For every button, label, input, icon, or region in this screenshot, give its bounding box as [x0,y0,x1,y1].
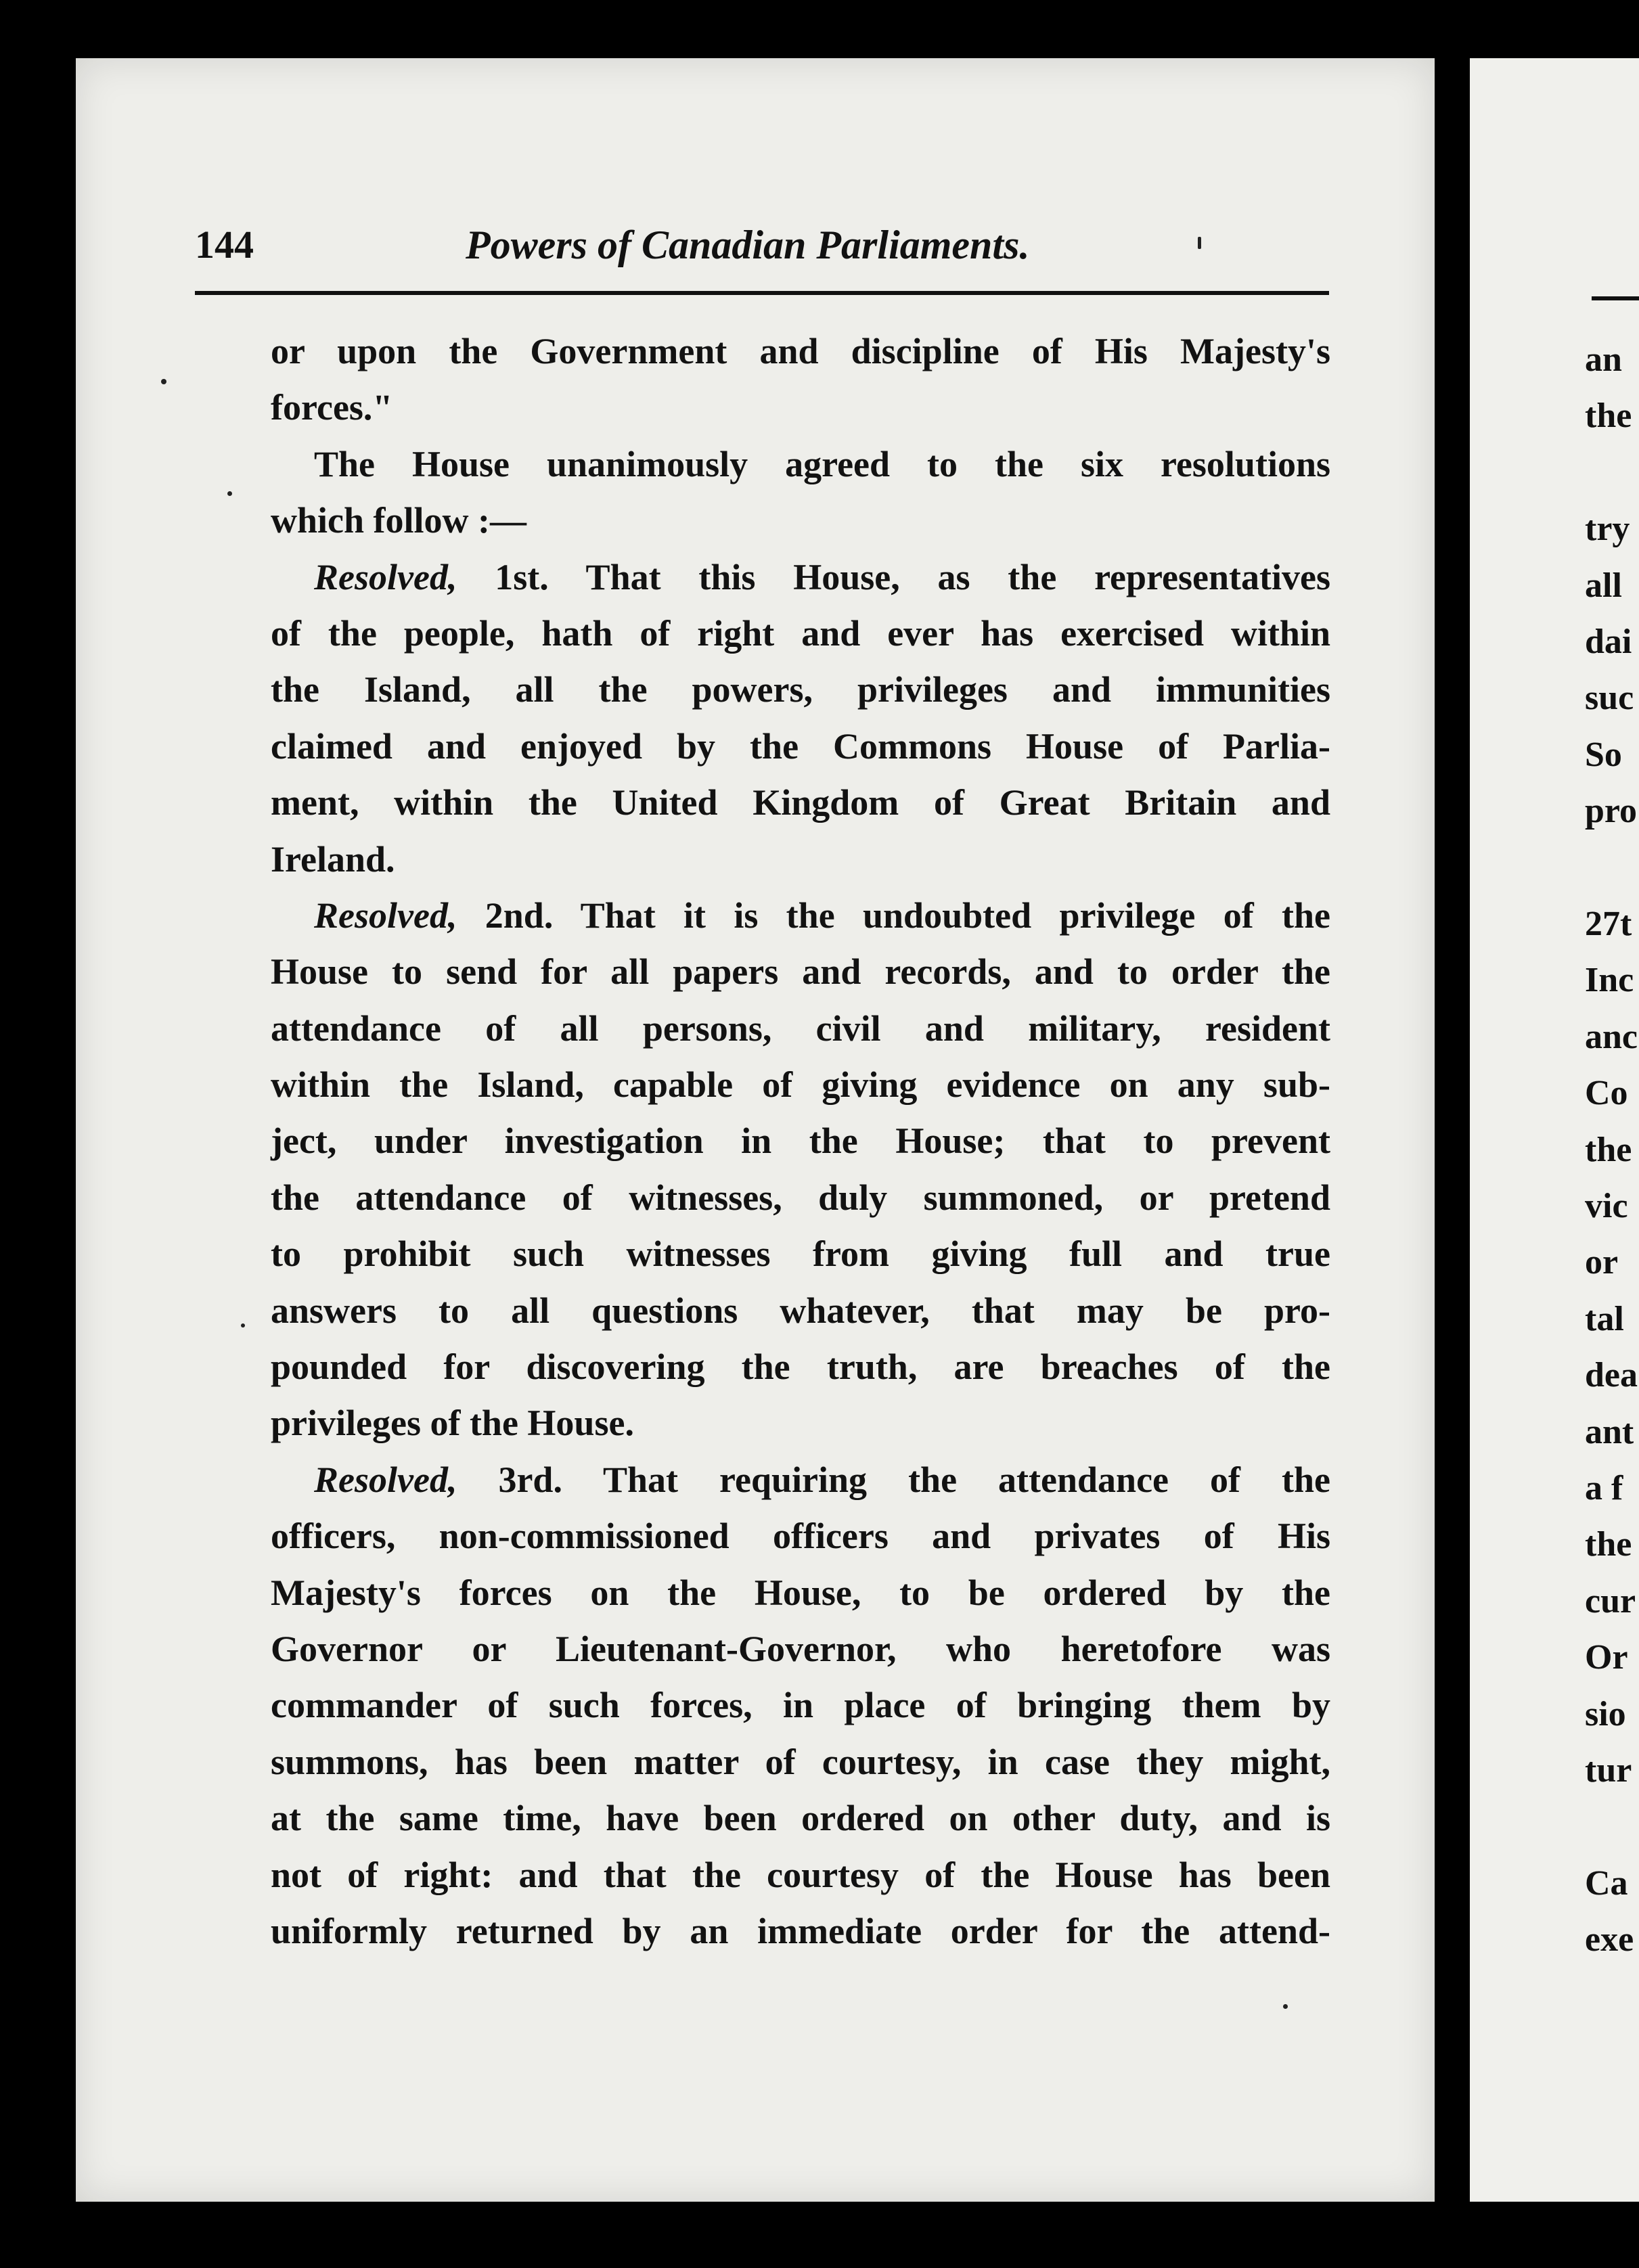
scan-speck [1283,2004,1288,2009]
adjacent-page-fragment: anc [1585,1017,1638,1056]
text-line: The House unanimously agreed to the six resolutions [314,443,1330,484]
adjacent-page-fragment: sio [1585,1694,1626,1733]
adjacent-page [1470,58,1639,2202]
resolved-label: Resolved, [314,1459,457,1500]
text-line: the attendance of witnesses, duly summoned, or pretend [271,1177,1330,1218]
adjacent-page-fragment: Or [1585,1638,1628,1677]
text-line: House to send for all papers and records, and to order the [271,951,1330,993]
text-line: the Island, all the powers, privileges and immunities [271,669,1330,710]
text-line: attendance of all persons, civil and military, resident [271,1007,1330,1049]
adjacent-page-fragment: the [1585,1130,1632,1169]
text-line: claimed and enjoyed by the Commons House of Parlia- [271,725,1330,767]
text-line: Ireland. [271,838,395,880]
adjacent-page-fragment: dea [1585,1356,1638,1395]
adjacent-page-fragment: or [1585,1243,1619,1282]
text-line: which follow :— [271,500,526,541]
text-line: pounded for discovering the truth, are breaches of the [271,1346,1330,1388]
page-header [195,222,1332,276]
text-line: commander of such forces, in place of bringing them by [271,1685,1330,1726]
text-line: within the Island, capable of giving evidence on any sub- [271,1064,1330,1106]
running-title: Powers of Canadian Parliaments. [466,223,1030,267]
text-line: answers to all questions whatever, that may be pro- [271,1290,1330,1331]
resolved-label: Resolved, [314,894,457,936]
adjacent-page-fragment: dai [1585,622,1632,661]
adjacent-page-fragment: vic [1585,1187,1628,1225]
adjacent-page-fragment: exe [1585,1920,1634,1959]
page-number: 144 [195,223,254,267]
resolved-label: Resolved, [314,556,457,597]
adjacent-page-header-rule [1592,296,1639,300]
adjacent-page-fragment: tal [1585,1299,1624,1338]
text-line: Governor or Lieutenant-Governor, who heretofore was [271,1628,1330,1669]
scan-speck [161,379,166,384]
adjacent-page-fragment: try [1585,509,1630,549]
text-line: ment, within the United Kingdom of Great Britain and [271,782,1330,823]
scan-speck [241,1323,245,1328]
adjacent-page-fragment: 27t [1585,905,1632,943]
text-line: uniformly returned by an immediate order for the attend- [271,1910,1330,1951]
text-line: or upon the Government and discipline of His Majesty's [271,331,1330,371]
scan-speck [227,491,232,496]
resolution-first-line [271,1452,1330,1508]
text-line: officers, non-commissioned officers and privates of His [271,1516,1330,1557]
adjacent-page-fragment: the [1585,396,1632,436]
text-line: Majesty's forces on the House, to be ordered by the [271,1572,1330,1613]
text-run: 1st. That this House, as the representatives [457,556,1330,597]
adjacent-page-fragment: ant [1585,1412,1634,1451]
adjacent-page-fragment: all [1585,566,1622,605]
adjacent-page-fragment: Co [1585,1074,1628,1113]
adjacent-page-fragment: Inc [1585,961,1634,1000]
text-line: to prohibit such witnesses from giving full and true [271,1233,1330,1275]
adjacent-page-fragment: the [1585,1525,1632,1564]
adjacent-page-fragment: Ca [1585,1863,1628,1903]
text-line: summons, has been matter of courtesy, in case they might, [271,1741,1330,1782]
adjacent-page-fragment: a f [1585,1469,1623,1507]
text-line: privileges of the House. [271,1403,634,1444]
header-rule [195,291,1329,295]
text-line: forces." [271,387,393,428]
adjacent-page-fragment: cur [1585,1581,1636,1620]
adjacent-page-fragment: suc [1585,679,1634,718]
resolution-first-line [271,888,1330,944]
scan-speck [1198,237,1201,249]
text-run: 3rd. That requiring the attendance of the [457,1459,1330,1500]
text-line: at the same time, have been ordered on other duty, and is [271,1798,1330,1839]
text-line: of the people, hath of right and ever has exercised within [271,612,1330,654]
resolution-first-line [271,549,1330,606]
text-line: ject, under investigation in the House; that to prevent [271,1120,1330,1162]
adjacent-page-fragment: So [1585,735,1622,774]
adjacent-page-fragment: an [1585,340,1622,379]
adjacent-page-fragment: pro [1585,792,1638,831]
adjacent-page-fragment: tur [1585,1751,1632,1790]
body-text [271,323,1330,1959]
text-line: not of right: and that the courtesy of the House has been [271,1854,1330,1895]
text-run: 2nd. That it is the undoubted privilege of the [457,894,1330,936]
